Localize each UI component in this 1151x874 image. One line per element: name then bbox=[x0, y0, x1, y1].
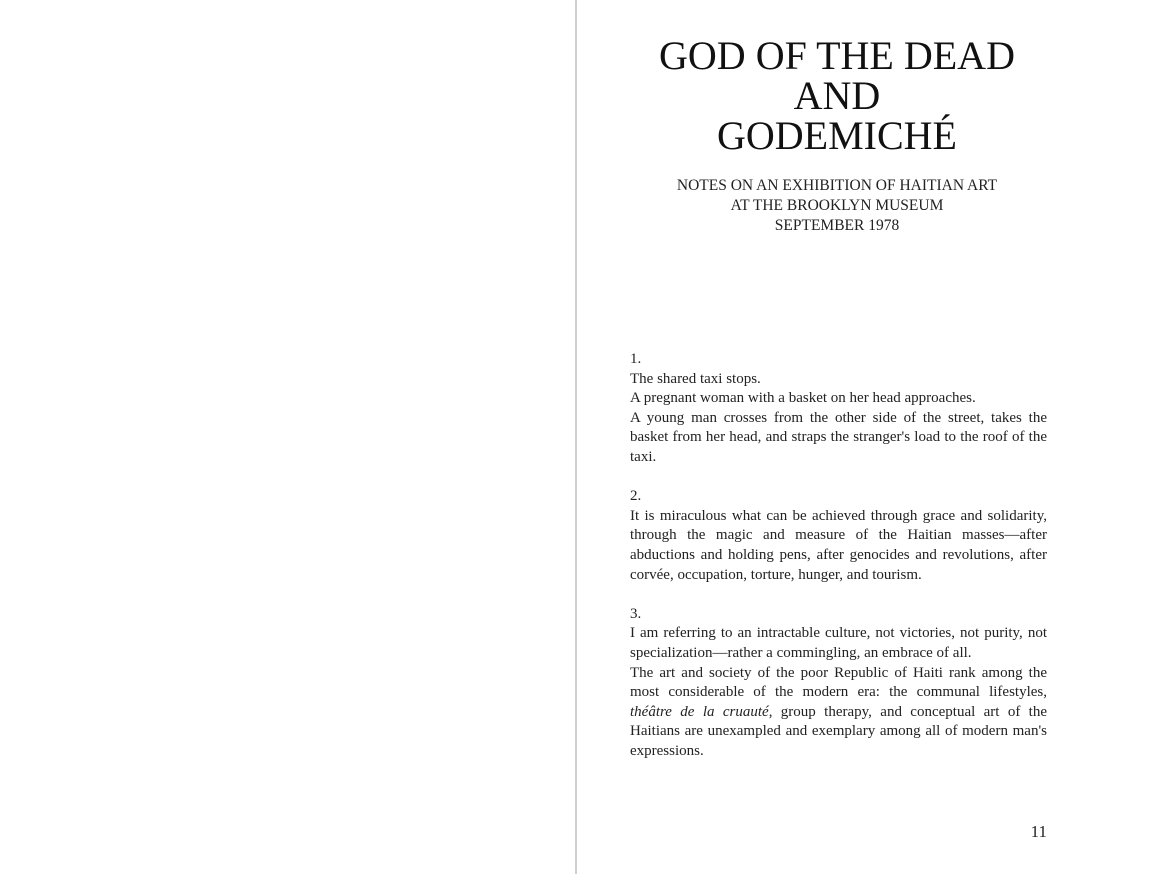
body-text bbox=[630, 350, 1047, 761]
title-line: AND bbox=[793, 73, 881, 118]
body-paragraph bbox=[630, 664, 1047, 762]
section-number: 1. bbox=[630, 351, 642, 367]
italic-phrase: théâtre de la cruauté bbox=[630, 703, 769, 720]
left-page-blank bbox=[0, 0, 575, 874]
paragraph-text: The art and society of the poor Republic of Haiti rank among the most considerable of the modern era: the communal lifestyles, bbox=[630, 664, 1047, 701]
paragraph-text: , group therapy, and conceptual art of the Haitians are unexampled and exemplary among all of modern man's expressions. bbox=[630, 703, 1048, 759]
body-paragraph: It is miraculous what can be achieved through grace and solidarity, through the magic and measure of the Haitian masses—after abductions and holding pens, after genocides and revolutions, after corvée, occupation, torture, hunger, and tourism. bbox=[630, 507, 1047, 583]
section-number: 2. bbox=[630, 488, 642, 505]
subtitle-line: SEPTEMBER 1978 bbox=[774, 217, 900, 234]
title-line: GODEMICHÉ bbox=[717, 113, 957, 158]
subtitle-line: NOTES ON AN EXHIBITION OF HAITIAN ART bbox=[676, 177, 998, 194]
right-page bbox=[577, 0, 1151, 874]
subtitle-line: AT THE BROOKLYN MUSEUM bbox=[730, 197, 944, 214]
body-paragraph: A young man crosses from the other side of the street, takes the basket from her head, and straps the stranger's load to the roof of the taxi. bbox=[630, 409, 1047, 465]
body-line: A pregnant woman with a basket on her head approaches. bbox=[630, 390, 976, 407]
body-line: The shared taxi stops. bbox=[630, 370, 761, 387]
chapter-subtitle bbox=[622, 176, 1052, 236]
title-line: GOD OF THE DEAD bbox=[659, 33, 1015, 78]
page-number: 11 bbox=[1030, 822, 1047, 841]
body-paragraph: I am referring to an intractable culture, not victories, not purity, not specialization—rather a commingling, an embrace of all. bbox=[630, 625, 1047, 661]
section-number: 3. bbox=[630, 605, 642, 622]
chapter-title bbox=[622, 33, 1052, 158]
